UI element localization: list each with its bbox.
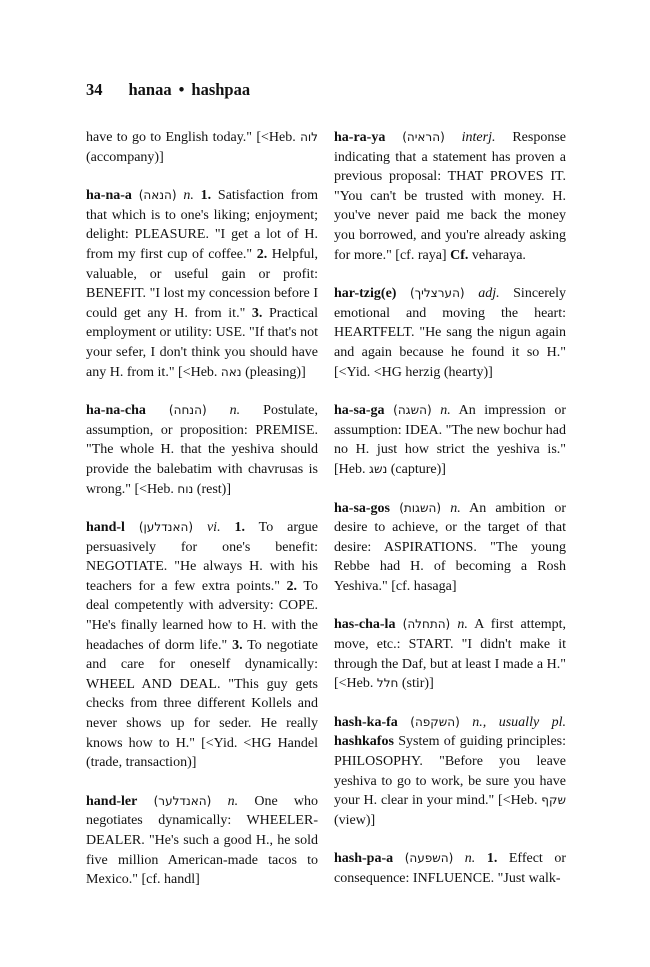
etymology-text: (view)] xyxy=(334,812,376,828)
definition-text: One who negotiates dynamically: WHEELER-DEALER. "He's such a good H., he sold five million American-made tacos to Mexico." [cf. handl] xyxy=(86,793,319,888)
entry-continuation xyxy=(86,128,318,167)
hebrew-spelling: (האנדלער) xyxy=(153,793,212,808)
hebrew-etymon: נשג xyxy=(369,461,388,476)
hebrew-etymon: נאה xyxy=(220,364,242,379)
hebrew-spelling: (השגה) xyxy=(393,403,432,418)
guide-word-last: hashpaa xyxy=(191,80,251,99)
part-of-speech: n. xyxy=(227,793,239,809)
header-separator: • xyxy=(178,80,185,99)
part-of-speech: n. xyxy=(450,500,461,516)
headword: ha-sa-gos xyxy=(334,500,391,516)
etymology-text: (rest)] xyxy=(193,481,231,497)
entry-hasaga xyxy=(334,401,566,479)
headword: has-cha-la xyxy=(334,617,396,633)
entry-hasagos xyxy=(334,499,566,597)
part-of-speech: n. xyxy=(464,851,476,867)
entry-text: (accompany)] xyxy=(86,149,164,165)
entry-handl xyxy=(86,518,318,773)
definition-text: Sincerely emotional and moving the heart: HEARTFELT. "He sang the nigun again and again because he found it so H." [<Yid. <HG herzig (hearty)] xyxy=(334,286,567,380)
page-number: 34 xyxy=(86,80,103,99)
headword: ha-na-a xyxy=(86,188,132,204)
part-of-speech: n. xyxy=(229,403,241,419)
headword: ha-na-cha xyxy=(86,403,146,419)
definition-text: Response indicating that a statement has proven a previous proposal: THAT PROVES IT. "You can't be trusted with money. H. you've never paid me back the money you borrowed, and you're already asking for more." [cf. raya] xyxy=(334,130,567,263)
part-of-speech: interj. xyxy=(461,130,496,145)
hebrew-spelling: (הראיה) xyxy=(402,130,445,144)
left-column xyxy=(86,128,318,909)
hebrew-spelling: (השגות) xyxy=(399,500,442,515)
sense-number: 1. xyxy=(234,520,245,536)
sense-number: 1. xyxy=(486,851,498,867)
definition-text: To negotiate and care for oneself dynamically: WHEEL AND DEAL. "This guy gets checks from three different Kollels and never shows up for seder. He really knows how to H." [<Yid. <HG Handel (trade, transaction)] xyxy=(86,637,318,771)
hebrew-spelling: (השקפה) xyxy=(410,714,460,729)
part-of-speech: n. xyxy=(183,188,194,204)
definition-text: An impression or assumption: IDEA. "The new bochur had no H. just how strict the yeshiva is." [Heb. xyxy=(334,403,566,477)
headword: hash-ka-fa xyxy=(334,714,398,730)
etymology-text: (stir)] xyxy=(398,676,434,692)
cross-reference-text: veharaya. xyxy=(468,247,526,263)
hebrew-etymon: חלל xyxy=(376,676,399,691)
plural-form: hashkafos xyxy=(334,734,394,750)
hebrew-etymon: לוה xyxy=(300,130,318,144)
sense-number: 3. xyxy=(251,305,263,321)
etymology-text: (capture)] xyxy=(387,461,446,477)
hebrew-spelling: (הנאה) xyxy=(138,188,177,203)
sense-number: 3. xyxy=(232,637,243,653)
hebrew-spelling: (האנדלען) xyxy=(138,520,194,535)
hebrew-etymon: שקף xyxy=(541,793,566,808)
headword: hand-ler xyxy=(86,793,138,809)
cross-reference-label: Cf. xyxy=(450,247,469,263)
part-of-speech: n. xyxy=(457,617,468,633)
definition-text: Postulate, assumption, or proposition: PREMISE. "The whole H. that the yeshiva should provide the balebatim with chavrusas is wrong." [<Heb. xyxy=(86,403,318,497)
hebrew-spelling: (הנחה) xyxy=(168,403,207,418)
etymology-text: (pleasing)] xyxy=(241,364,306,380)
hebrew-spelling: (התחלה) xyxy=(402,617,451,632)
hebrew-spelling: (הערצליך) xyxy=(410,286,465,301)
part-of-speech: n. xyxy=(440,403,451,419)
hebrew-etymon: נוח xyxy=(177,481,194,496)
definition-text: A first attempt, move, etc.: START. "I didn't make it through the Daf, but at least I made a H." [<Heb. xyxy=(334,617,567,692)
sense-number: 2. xyxy=(286,578,298,594)
definition-text: Satisfaction from that which is to one's liking; enjoyment; delight: PLEASURE. "I get a lot of H. from my first cup of coffee." xyxy=(86,188,319,262)
headword: hash-pa-a xyxy=(334,851,394,867)
sense-number: 1. xyxy=(200,188,212,204)
entry-hashkafa xyxy=(334,713,566,831)
definition-text: Effect or consequence: INFLUENCE. "Just walk- xyxy=(334,851,567,886)
entry-hashpaa xyxy=(334,849,566,888)
definition-text: To deal competently with adversity: COPE. "He's finally learned how to H. with the headaches of dorm life." xyxy=(86,578,318,653)
guide-word-first: hanaa xyxy=(128,80,172,99)
entry-handler xyxy=(86,792,318,890)
definition-text: System of guiding principles: PHILOSOPHY. "Before you leave yeshiva to go to work, be sure you have your H. clear in your mind." [<Heb. xyxy=(334,734,566,809)
running-header xyxy=(86,80,250,100)
hebrew-spelling: (השפעה) xyxy=(404,851,454,866)
part-of-speech: n., usually pl. xyxy=(472,714,567,730)
definition-text: To argue persuasively for one's benefit: NEGOTIATE. "He always H. with his teachers for a few extra points." xyxy=(86,520,318,594)
headword: hand-l xyxy=(86,520,125,536)
sense-number: 2. xyxy=(256,246,268,262)
headword: ha-ra-ya xyxy=(334,130,386,145)
headword: ha-sa-ga xyxy=(334,403,385,419)
headword: har-tzig(e) xyxy=(334,286,397,302)
entry-haschala xyxy=(334,615,566,693)
entry-hanacha xyxy=(86,401,318,499)
entry-hanaa xyxy=(86,186,318,382)
part-of-speech: adj. xyxy=(478,286,500,302)
entry-haraya xyxy=(334,128,566,265)
part-of-speech: vi. xyxy=(206,520,221,536)
definition-text: Helpful, valuable, or useful gain or profit: BENEFIT. "I lost my concession before I could get any H. from it." xyxy=(86,246,318,321)
definition-text: Practical employment or utility: USE. "If that's not your sefer, I don't think you should have any H. from it." [<Heb. xyxy=(86,305,318,380)
entry-text: have to go to English today." [<Heb. xyxy=(86,130,301,145)
entry-hartzig xyxy=(334,284,566,382)
definition-text: An ambition or desire to achieve, or the target of that desire: ASPIRATIONS. "The young Rebbe had H. of becoming a Rosh Yeshiva." [cf. hasaga] xyxy=(334,500,567,594)
right-column xyxy=(334,128,566,908)
